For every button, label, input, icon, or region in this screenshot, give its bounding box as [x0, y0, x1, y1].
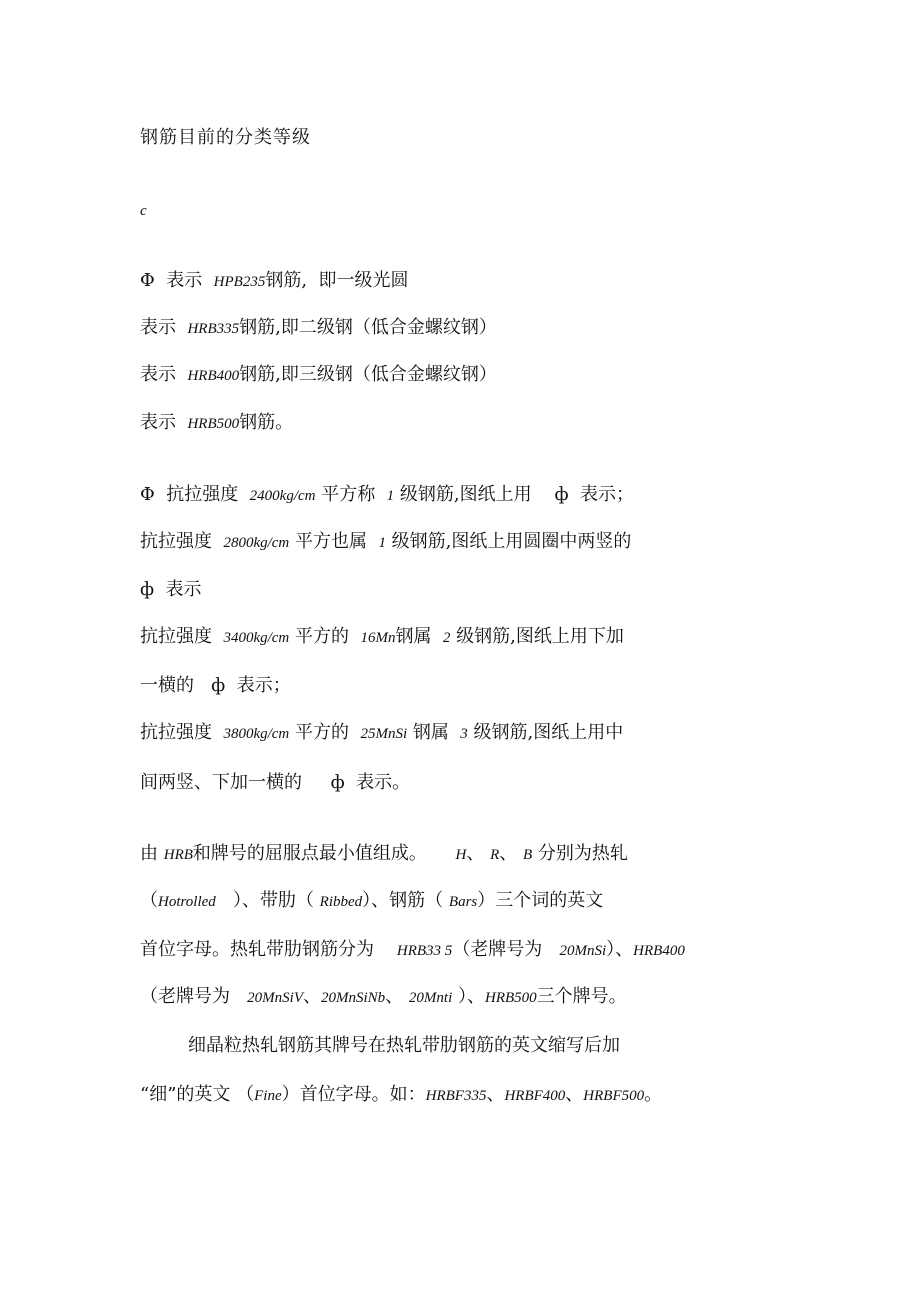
- text-segment: （老牌号为: [452, 939, 560, 960]
- text-line: [140, 411, 293, 436]
- text-segment: 级钢筋,图纸上用中: [467, 722, 624, 743]
- latin-term: c: [140, 203, 147, 219]
- text-line: [140, 842, 628, 867]
- text-segment: 钢属: [407, 722, 461, 743]
- latin-term: R: [490, 847, 500, 863]
- text-line: [140, 198, 147, 223]
- latin-term: HRB: [163, 847, 193, 863]
- text-segment: 平方的: [289, 626, 361, 647]
- text-line: [140, 985, 627, 1010]
- text-segment: ）、钢筋（: [362, 890, 449, 911]
- latin-term: 25MnSi: [360, 726, 408, 742]
- latin-term: 2: [442, 630, 451, 646]
- latin-term: Fine: [254, 1088, 282, 1104]
- text-line: [188, 1034, 620, 1058]
- text-segment: ）首位字母。如：: [281, 1084, 426, 1105]
- latin-term: Bars: [448, 894, 478, 910]
- text-line: [140, 771, 410, 795]
- document-title: 钢筋目前的分类等级: [140, 127, 311, 148]
- text-line: [140, 625, 624, 650]
- text-line: [140, 1083, 662, 1108]
- text-segment: 首位字母。热轧带肋钢筋分为: [140, 939, 397, 960]
- text-segment: 细晶粒热轧钢筋其牌号在热轧带肋钢筋的英文缩写后加: [188, 1035, 620, 1056]
- latin-term: HRB400: [633, 943, 685, 959]
- text-segment: ）、: [606, 939, 634, 960]
- text-segment: （老牌号为: [140, 986, 248, 1007]
- latin-term: HPB235: [213, 274, 266, 290]
- latin-term: B: [523, 847, 533, 863]
- latin-term: HRBF500: [583, 1088, 645, 1104]
- text-segment: Φ 抗拉强度: [140, 484, 250, 505]
- latin-term: 20Mnti: [408, 990, 453, 1006]
- text-segment: ）三个词的英文: [477, 890, 604, 911]
- text-segment: 、: [486, 1084, 505, 1105]
- text-segment: 钢筋, 即一级光圆: [265, 270, 409, 291]
- latin-term: Ribbed: [319, 894, 363, 910]
- text-segment: 级钢筋,图纸上用下加: [450, 626, 624, 647]
- latin-term: HRB400: [187, 368, 240, 384]
- latin-term: HRBF335: [425, 1088, 487, 1104]
- latin-term: HRB33 5: [396, 943, 453, 959]
- text-segment: 、: [466, 843, 491, 864]
- text-segment: 和牌号的屈服点最小值组成。: [192, 843, 456, 864]
- text-segment: ф 表示: [140, 579, 202, 600]
- latin-term: 1: [378, 535, 386, 551]
- text-segment: 表示: [140, 412, 188, 433]
- text-line: [140, 483, 634, 508]
- text-segment: 间两竖、下加一横的 ф 表示。: [140, 772, 411, 793]
- text-segment: 级钢筋,图纸上用 ф 表示；: [394, 484, 635, 505]
- latin-term: H: [455, 847, 467, 863]
- latin-term: HRBF400: [504, 1088, 566, 1104]
- latin-term: 3: [460, 726, 468, 742]
- text-segment: 平方也属: [289, 531, 379, 552]
- latin-term: 3800kg/cm: [223, 726, 290, 742]
- text-segment: 由: [140, 843, 164, 864]
- text-segment: 、: [303, 986, 321, 1007]
- latin-term: 2800kg/cm: [223, 535, 290, 551]
- text-segment: 表示: [140, 364, 188, 385]
- text-segment: 、: [385, 986, 409, 1007]
- text-line: [140, 578, 202, 602]
- text-line: [140, 674, 291, 698]
- text-segment: “细”的英文 （: [140, 1084, 255, 1105]
- text-segment: 。: [644, 1084, 663, 1105]
- text-line: [140, 530, 631, 555]
- latin-term: HRB500: [187, 416, 240, 432]
- text-segment: 钢筋,即二级钢（低合金螺纹钢）: [239, 317, 497, 338]
- text-segment: 平方的: [289, 722, 361, 743]
- text-segment: 抗拉强度: [140, 626, 224, 647]
- text-line: [140, 269, 409, 294]
- text-segment: 钢筋,即三级钢（低合金螺纹钢）: [239, 364, 497, 385]
- text-segment: 一横的 ф 表示；: [140, 675, 291, 696]
- text-segment: 抗拉强度: [140, 531, 224, 552]
- text-segment: （: [140, 890, 158, 911]
- latin-term: 3400kg/cm: [223, 630, 290, 646]
- latin-term: 1: [386, 488, 395, 504]
- text-line: [140, 363, 497, 388]
- latin-term: HRB335: [187, 321, 240, 337]
- latin-term: 20MnSi: [559, 943, 607, 959]
- text-segment: 级钢筋,图纸上用圆圈中两竖的: [385, 531, 632, 552]
- text-segment: ）、: [452, 986, 485, 1007]
- text-line: [140, 721, 623, 746]
- text-segment: 、: [565, 1084, 584, 1105]
- text-segment: 分别为热轧: [532, 843, 628, 864]
- text-segment: 钢属: [395, 626, 443, 647]
- latin-term: 16Mn: [360, 630, 396, 646]
- text-segment: 三个牌号。: [536, 986, 627, 1007]
- text-line: [140, 938, 685, 963]
- text-segment: ）、带肋（: [215, 890, 320, 911]
- latin-term: 2400kg/cm: [249, 488, 316, 504]
- text-segment: Φ 表示: [140, 270, 214, 291]
- latin-term: Hotrolled: [158, 894, 216, 910]
- text-segment: 表示: [140, 317, 188, 338]
- text-line: [140, 316, 497, 341]
- text-segment: 平方称: [315, 484, 387, 505]
- text-line: [140, 889, 603, 914]
- latin-term: HRB500: [484, 990, 537, 1006]
- text-segment: 、: [499, 843, 523, 864]
- text-segment: 钢筋。: [239, 412, 294, 433]
- text-segment: 抗拉强度: [140, 722, 224, 743]
- latin-term: 20MnSiNb: [321, 990, 386, 1006]
- latin-term: 20MnSiV: [247, 990, 303, 1006]
